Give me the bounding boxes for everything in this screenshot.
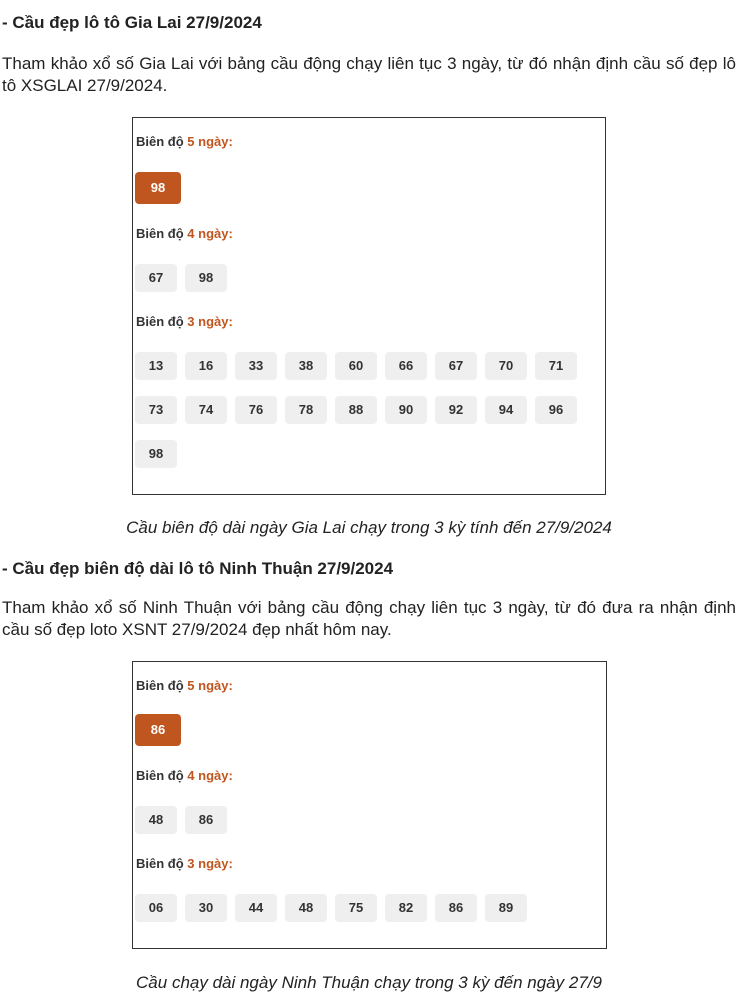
number-chip: 86: [435, 894, 477, 922]
gialai-bridge-table: [132, 117, 606, 495]
number-chip: 86: [185, 806, 227, 834]
number-chip: 48: [135, 806, 177, 834]
number-chip: 92: [435, 396, 477, 424]
gialai-heading: - Cầu đẹp lô tô Gia Lai 27/9/2024: [2, 13, 262, 32]
number-chip: 82: [385, 894, 427, 922]
number-chip: 60: [335, 352, 377, 380]
number-chip: 94: [485, 396, 527, 424]
ninhthuan-caption: Cầu chạy dài ngày Ninh Thuận chạy trong 3 kỳ đến ngày 27/9: [136, 973, 602, 992]
ninhthuan-paragraph: Tham khảo xổ số Ninh Thuận với bảng cầu động chạy liên tục 3 ngày, từ đó đưa ra nhận định cầu số đẹp loto XSNT 27/9/2024 đẹp nhất hôm nay.: [2, 598, 736, 639]
number-chip: 13: [135, 352, 177, 380]
ninhthuan-group-4-label: Biên độ 4 ngày:: [136, 768, 233, 783]
number-chip: 89: [485, 894, 527, 922]
ninhthuan-group-3-label: Biên độ 3 ngày:: [136, 856, 233, 871]
number-chip: 88: [335, 396, 377, 424]
ninhthuan-group-5-label: Biên độ 5 ngày:: [136, 678, 233, 693]
number-chip: 98: [185, 264, 227, 292]
number-chip: 38: [285, 352, 327, 380]
number-chip: 98: [135, 172, 181, 204]
number-chip: 30: [185, 894, 227, 922]
ninhthuan-bridge-table: [132, 661, 607, 949]
number-chip: 67: [435, 352, 477, 380]
number-chip: 75: [335, 894, 377, 922]
number-chip: 76: [235, 396, 277, 424]
number-chip: 71: [535, 352, 577, 380]
number-chip: 86: [135, 714, 181, 746]
number-chip: 74: [185, 396, 227, 424]
number-chip: 78: [285, 396, 327, 424]
number-chip: 16: [185, 352, 227, 380]
number-chip: 96: [535, 396, 577, 424]
number-chip: 73: [135, 396, 177, 424]
number-chip: 44: [235, 894, 277, 922]
gialai-group-4-label: Biên độ 4 ngày:: [136, 226, 233, 241]
number-chip: 66: [385, 352, 427, 380]
number-chip: 33: [235, 352, 277, 380]
ninhthuan-heading: - Cầu đẹp biên độ dài lô tô Ninh Thuận 27/9/2024: [2, 559, 394, 578]
number-chip: 98: [135, 440, 177, 468]
number-chip: 70: [485, 352, 527, 380]
number-chip: 06: [135, 894, 177, 922]
gialai-group-5-label: Biên độ 5 ngày:: [136, 134, 233, 149]
number-chip: 90: [385, 396, 427, 424]
number-chip: 48: [285, 894, 327, 922]
number-chip: 67: [135, 264, 177, 292]
gialai-group-3-label: Biên độ 3 ngày:: [136, 314, 233, 329]
gialai-caption: Cầu biên độ dài ngày Gia Lai chạy trong 3 kỳ tính đến 27/9/2024: [126, 518, 612, 537]
gialai-paragraph: Tham khảo xổ số Gia Lai với bảng cầu động chạy liên tục 3 ngày, từ đó nhận định cầu số đẹp lô tô XSGLAI 27/9/2024.: [2, 54, 736, 95]
